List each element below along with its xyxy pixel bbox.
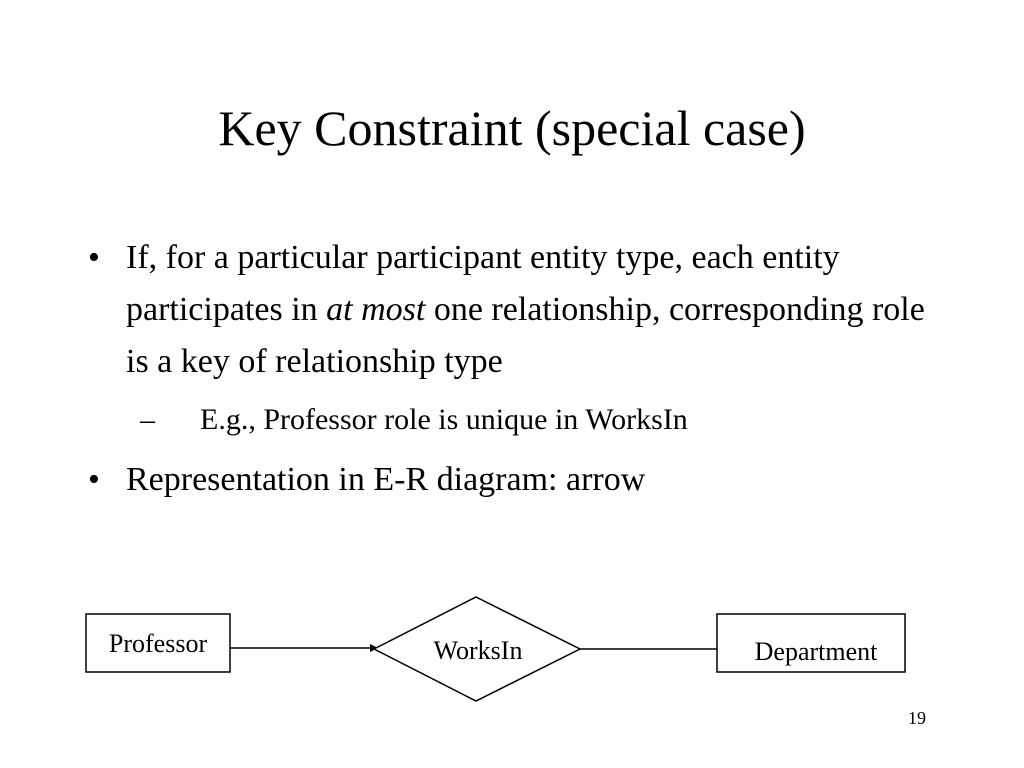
bullet-text: Representation in E-R diagram: arrow bbox=[126, 461, 646, 498]
bullet-list bbox=[88, 232, 948, 506]
bullet-text-start: If, for a particular participant entity type, each entity participates in bbox=[126, 239, 840, 328]
workin-relationship-label: WorksIn bbox=[433, 636, 523, 665]
bullet-item bbox=[88, 232, 948, 388]
bullet-dot: • bbox=[88, 239, 100, 276]
er-diagram bbox=[0, 590, 1024, 710]
sub-bullet-text: E.g., Professor role is unique in WorksIn bbox=[200, 403, 688, 436]
bullet-text-end: one relationship, corresponding role is a key of relationship type bbox=[126, 291, 925, 380]
bullet-item bbox=[88, 454, 948, 506]
department-entity-label: Department bbox=[754, 637, 878, 666]
bullet-dot: • bbox=[88, 461, 100, 498]
bullet-emphasis: at most bbox=[326, 291, 426, 328]
slide-number: 19 bbox=[908, 708, 926, 728]
sub-bullet-dash: – bbox=[140, 403, 155, 436]
slide-title: Key Constraint (special case) bbox=[218, 100, 806, 156]
sub-bullet-item bbox=[88, 398, 948, 442]
professor-entity-label: Professor bbox=[108, 629, 208, 658]
